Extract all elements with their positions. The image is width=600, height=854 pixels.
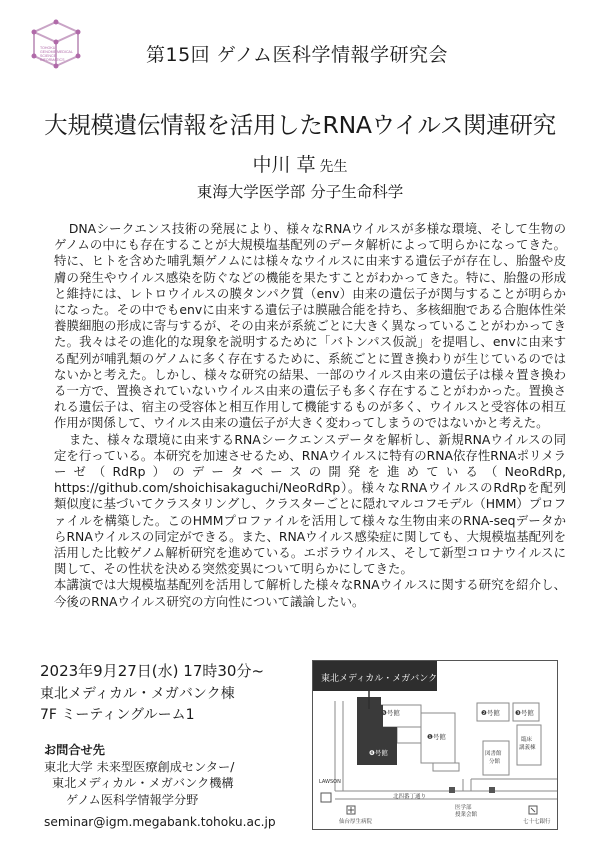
genome-informatics-logo-icon bbox=[26, 16, 100, 74]
abstract-paragraph-1: DNAシークエンス技術の発展により、様々なRNAウイルスが多様な環境、そして生物のゲノムの中にも存在することが大規模塩基配列のデータ解析によって明らかになってきた。特に、ヒトを含めた哺乳類ゲノムには様々なウイルスに由来する遺伝子が存在し、胎盤や皮膚の発生やウイルス感染を防ぐなどの機能を果たすことがわかってきた。特に、胎盤の形成と維持には、レトロウイルスの膜タンパク質（env）由来の遺伝子が関与することが明らかになった。その中でもenvに由来する遺伝子は膜融合能を持ち、多核細胞である合胞体性栄養膜細胞の形成に寄与するが、その由来が系統ごとに大きく異なっていることがわかってきた。我々はその進化的な現象を説明するために「バトンパス仮説」を提唱し、envに由来する配列が哺乳類のゲノムに多く存在するために、系統ごとに置き換わりが生じているのではないかと考えた。しかし、様々な研究の結果、一部のウイルス由来の遺伝子は様々置き換わる一方で、置換されていないウイルス由来の遺伝子も多く存在することがわかった。置換される遺伝子は、宿主の受容体と相互作用して機能するものが多く、ウイルスと受容体の相互作用が関係して、ウイルス由来の遺伝子が大きく変わってしまうのではないかと考えた。 bbox=[54, 221, 566, 431]
map-label-bldg2: ❷号館 bbox=[481, 709, 500, 717]
map-label-lawson: LAWSON bbox=[319, 779, 341, 785]
venue-room: 7F ミーティングルーム1 bbox=[40, 707, 195, 723]
logo-text-1: TOHOKU bbox=[40, 46, 56, 50]
map-label-clinical-1: 臨床 bbox=[521, 737, 533, 743]
logo-text-2: GENOME MEDICAL bbox=[40, 50, 73, 54]
venue bbox=[40, 684, 235, 726]
map-label-bldg5: ❺号館 bbox=[381, 709, 400, 717]
map-label-med-gate-1: 医学部 bbox=[455, 805, 472, 811]
contact-email: seminar@igm.megabank.tohoku.ac.jp bbox=[44, 815, 276, 829]
contact-line-1: 東北大学 未来型医療創成センター/ bbox=[44, 759, 235, 774]
speaker bbox=[0, 150, 600, 177]
hospital-icon bbox=[347, 806, 355, 814]
map-label-library-2: 分館 bbox=[489, 759, 501, 765]
campus-map bbox=[312, 660, 558, 830]
abstract bbox=[54, 221, 566, 610]
map-label-bldg6: ❻号館 bbox=[369, 749, 388, 757]
logo-text-4: INFORMATICS bbox=[40, 58, 65, 62]
contact-line-2: 東北メディカル・メガバンク機構 bbox=[52, 776, 234, 790]
campus-map-graphic bbox=[313, 661, 557, 829]
abstract-paragraph-2: また、様々な環境に由来するRNAシークエンスデータを解析し、新規RNAウイルスの同定を行っている。本研究を加速させるため、RNAウイルスに特有のRNA依存性RNAポリメラーゼ（RdRp）のデータベースの開発を進めている（NeoRdRp, https://github.com/shoichisakaguchi/NeoRdRp）。様々なRNAウイルスのRdRpを配列類似度に基づいてクラスタリングし、クラスターごとに隠れマルコフモデル（HMM）プロファイルを構築した。このHMMプロファイルを活用して様々な生物由来のRNA-seqデータからRNAウイルスの同定ができる。また、RNAウイルス感染症に関しても、大規模塩基配列を活用した比較ゲノム解析研究を進めている。エボラウイルス、そして新型コロナウイルスに関して、その性状を決める突然変異について明らかにしてきた。 bbox=[54, 431, 566, 577]
map-label-med-gate-2: 授業会館 bbox=[455, 812, 478, 818]
logo-text-3: SCIENCE bbox=[40, 54, 56, 58]
map-label-hospital: 仙台厚生病院 bbox=[339, 819, 373, 825]
bank-icon bbox=[529, 806, 537, 814]
map-label-bldg3: ❸号館 bbox=[515, 709, 534, 717]
contact-heading: お問合せ先 bbox=[44, 743, 105, 757]
abstract-paragraph-3: 本講演では大規模塩基配列を活用して解析した様々なRNAウイルスに関する研究を紹介し、今後のRNAウイルス研究の方向性について議論したい。 bbox=[54, 577, 566, 609]
map-label-bank: 七十七銀行 bbox=[523, 819, 551, 825]
contact-line-3: ゲノム医科学情報学分野 bbox=[66, 792, 199, 807]
map-label-clinical-2: 講義棟 bbox=[519, 745, 536, 751]
speaker-name: 中川 草 bbox=[252, 154, 316, 176]
talk-title: 大規模遺伝情報を活用したRNAウイルス関連研究 bbox=[44, 111, 556, 139]
logo bbox=[26, 16, 100, 74]
venue-building: 東北メディカル・メガバンク棟 bbox=[40, 686, 235, 702]
map-banner: 東北メディカル・メガバンク棟 bbox=[321, 674, 447, 684]
contact bbox=[44, 742, 276, 831]
map-label-street: 北四番丁通り bbox=[393, 794, 427, 800]
map-label-library-1: 図書館 bbox=[485, 751, 502, 757]
event-datetime: 2023年9月27日(水) 17時30分~ bbox=[40, 662, 265, 680]
speaker-honorific: 先生 bbox=[319, 159, 348, 175]
affiliation: 東海大学医学部 分子生命科学 bbox=[196, 183, 404, 201]
map-label-bldg1: ❶号館 bbox=[427, 733, 446, 741]
series-title: 第15回 ゲノム医科学情報学研究会 bbox=[146, 44, 449, 66]
